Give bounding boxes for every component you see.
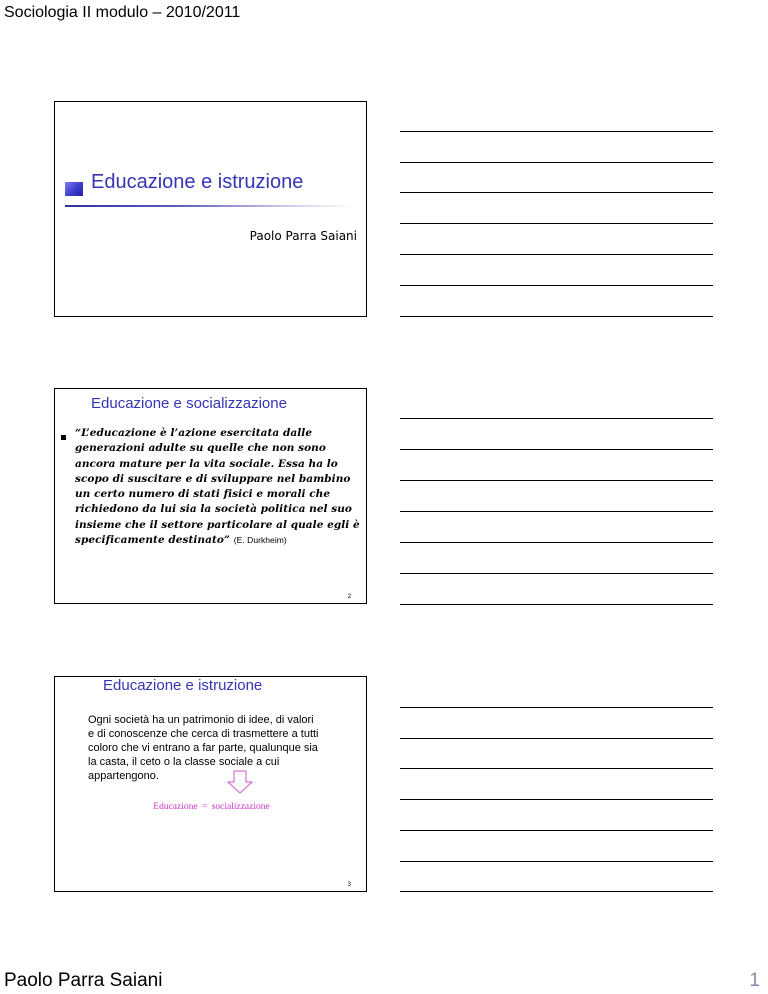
note-line xyxy=(400,254,713,255)
note-line xyxy=(400,830,713,831)
note-line xyxy=(400,316,713,317)
title-rule xyxy=(65,205,355,207)
slide-2 xyxy=(54,388,367,604)
body-line: appartengono. xyxy=(88,770,159,782)
note-line xyxy=(400,768,713,769)
note-line xyxy=(400,480,713,481)
page-number: 1 xyxy=(749,970,760,991)
note-line xyxy=(400,131,713,132)
note-line xyxy=(400,799,713,800)
equation-text: Educazione = socializzazione xyxy=(153,802,270,812)
note-line xyxy=(400,511,713,512)
body-line: coloro che vi entrano a far parte, qualunque sia xyxy=(88,742,318,754)
note-line xyxy=(400,891,713,892)
slide-title: Educazione e socializzazione xyxy=(91,395,287,412)
slide-title: Educazione e istruzione xyxy=(103,677,263,694)
slide-number: 2 xyxy=(347,594,351,600)
body-line: Ogni società ha un patrimonio di idee, di valori xyxy=(88,714,314,726)
note-line xyxy=(400,707,713,708)
note-line xyxy=(400,542,713,543)
body-line: la casta, il ceto o la classe sociale a cui xyxy=(88,756,280,768)
note-line xyxy=(400,223,713,224)
footer-author: Paolo Parra Saiani xyxy=(4,970,163,991)
quote-line: specificamente destinato” xyxy=(75,534,230,547)
slide-author: Paolo Parra Saiani xyxy=(249,229,357,243)
square-bullet-icon xyxy=(61,435,66,440)
down-arrow-icon xyxy=(227,770,253,794)
note-line xyxy=(400,418,713,419)
note-line xyxy=(400,162,713,163)
quote-line: “L’educazione è l’azione esercitata dalle xyxy=(75,427,313,439)
note-line xyxy=(400,449,713,450)
quote-source: (E. Durkheim) xyxy=(233,535,287,546)
slide-title: Educazione e istruzione xyxy=(91,171,304,193)
slide-body xyxy=(88,713,360,783)
durkheim-quote xyxy=(75,426,360,548)
handout-header: Sociologia II modulo – 2010/2011 xyxy=(4,4,241,21)
quote-line: richiedono da lui sia la società politica nel suo xyxy=(75,503,352,516)
quote-last-line xyxy=(75,533,360,548)
note-line xyxy=(400,604,713,605)
note-line xyxy=(400,738,713,739)
slide-number: 3 xyxy=(347,882,351,888)
body-line: e di conoscenze che cerca di trasmettere a tutti xyxy=(88,728,319,740)
quote-line: scopo di suscitare e di sviluppare nel bambino xyxy=(75,472,351,485)
note-line xyxy=(400,573,713,574)
quote-line: insieme che il settore particolare al quale egli è xyxy=(75,518,360,531)
quote-line: ancora mature per la vita sociale. Essa ha lo xyxy=(75,457,338,470)
quote-line: generazioni adulte su quelle che non sono xyxy=(75,442,326,455)
note-line xyxy=(400,285,713,286)
slide-1 xyxy=(54,101,367,317)
gradient-square-icon xyxy=(65,182,83,196)
slide-3 xyxy=(54,676,367,892)
note-line xyxy=(400,861,713,862)
quote-line: un certo numero di stati fisici e morali che xyxy=(75,488,331,501)
note-line xyxy=(400,192,713,193)
